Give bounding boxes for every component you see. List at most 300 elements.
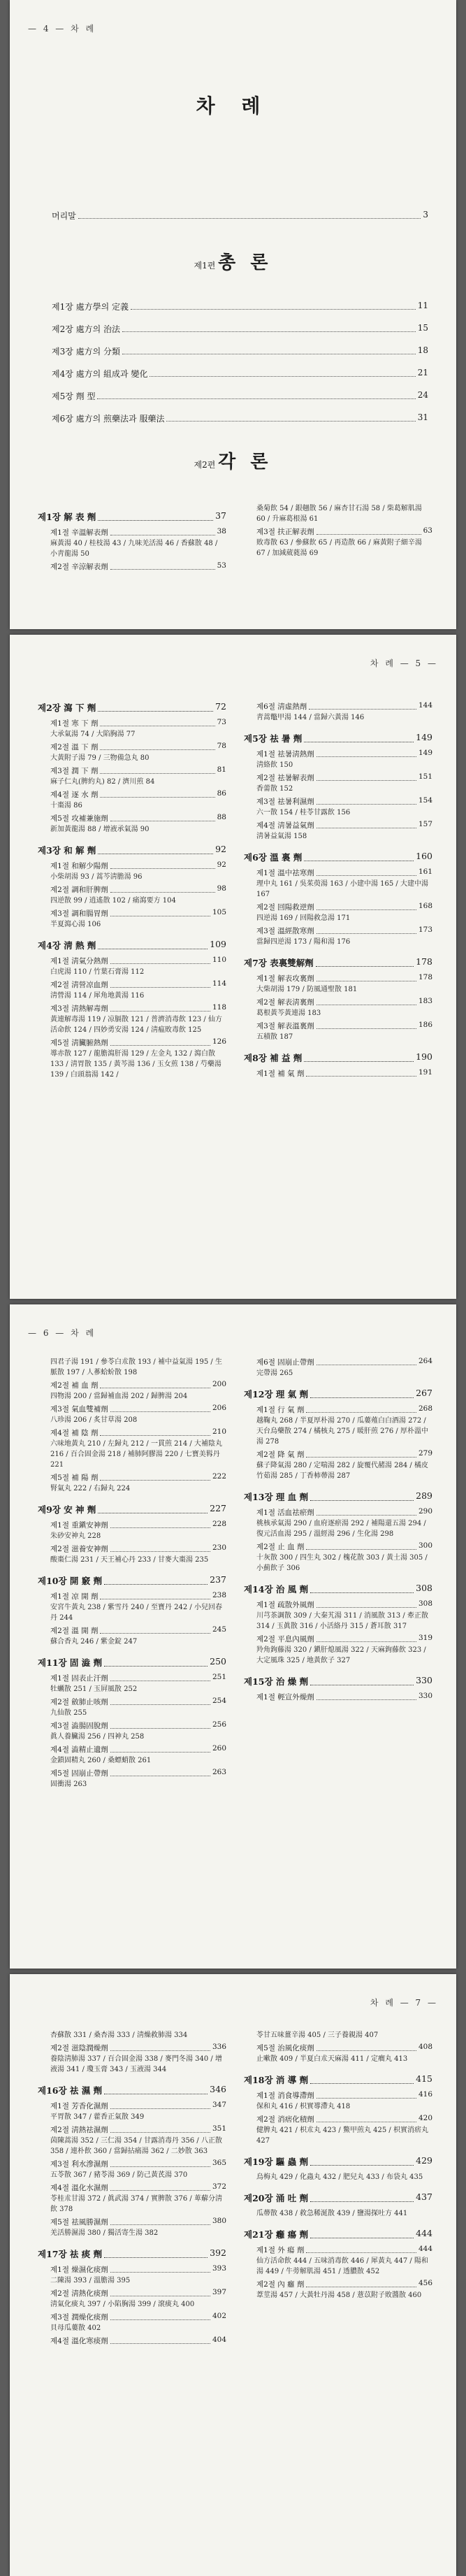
leader-dots — [316, 926, 416, 934]
entry-label: 제18장 消 導 劑 — [244, 2075, 309, 2085]
toc-entry-section[interactable] — [244, 1634, 432, 1645]
toc-entry-section[interactable] — [38, 1744, 226, 1755]
spacer — [38, 2240, 226, 2247]
formula-list: 理中丸 161 / 吳茱萸湯 163 / 小建中湯 165 / 大建中湯 167 — [256, 880, 428, 898]
page-number: 98 — [217, 884, 226, 893]
page-number: 437 — [416, 2192, 432, 2202]
toc-entry-section[interactable] — [38, 561, 226, 573]
leader-dots — [316, 2043, 416, 2051]
toc-entry-section[interactable] — [244, 2279, 432, 2290]
formula-list: 麻子仁丸(脾約丸) 82 / 濟川煎 84 — [50, 778, 155, 786]
entry-label: 제8장 補 益 劑 — [244, 1053, 303, 1063]
page-number: 227 — [210, 1503, 226, 1513]
entry-label: 제1절 補 氣 劑 — [256, 1070, 305, 1078]
leader-dots — [110, 861, 215, 869]
page-number: 245 — [212, 1625, 226, 1634]
leader-dots — [110, 1768, 210, 1776]
toc-entry-chapter[interactable]: 제1장 處方學의 定義 11 — [52, 301, 428, 312]
formula-list: 桃核承氣湯 290 / 血府逐瘀湯 292 / 補陽還五湯 294 / 復元活血湯 295 / 溫經湯 296 / 生化湯 298 — [256, 1520, 426, 1538]
page-header: 차 례 — 5 — — [370, 659, 438, 668]
toc-entry-chapter[interactable] — [244, 1675, 432, 1689]
page-number: 63 — [423, 526, 432, 535]
leader-dots — [110, 2043, 210, 2051]
leader-dots — [306, 1449, 416, 1458]
spacer — [244, 1381, 432, 1388]
page-number: 289 — [416, 1490, 432, 1501]
page-number: 178 — [418, 973, 432, 981]
page-number: 393 — [212, 2264, 226, 2273]
toc-entry-section[interactable] — [38, 2264, 226, 2275]
page-number: 92 — [217, 861, 226, 869]
entry-label: 제2절 滋陰潤燥劑 — [50, 2044, 108, 2052]
toc-entry-preface[interactable]: 머리말 3 — [52, 210, 428, 221]
leader-dots — [306, 1541, 416, 1550]
leader-dots — [104, 2084, 207, 2094]
formula-list: 金鎖固精丸 260 / 桑螵蛸散 261 — [50, 1757, 152, 1764]
toc-entry-chapter[interactable] — [244, 1583, 432, 1597]
toc-entry-section[interactable] — [38, 1380, 226, 1391]
entry-label: 제1절 溫中祛寒劑 — [256, 869, 314, 877]
formula-list: 四君子湯 191 / 參苓白朮散 193 / 補中益氣湯 195 / 生脈散 197 / 人蔘蛤蚧散 198 — [50, 1358, 222, 1376]
toc-entry-section[interactable] — [38, 527, 226, 538]
leader-dots — [310, 1490, 414, 1501]
formula-list: 大黃附子湯 79 / 三物備急丸 80 — [50, 754, 150, 762]
leader-dots — [310, 2155, 414, 2166]
toc-entry-section[interactable] — [244, 902, 432, 913]
toc-entry-section[interactable] — [244, 1068, 432, 1079]
toc-entry-section[interactable] — [244, 1404, 432, 1416]
page-number: 250 — [210, 1656, 226, 1667]
toc-entry-section[interactable] — [38, 1720, 226, 1732]
leader-dots — [304, 1051, 414, 1062]
toc-entry-section[interactable] — [38, 2159, 226, 2170]
entry-label: 제21장 癰 瘍 劑 — [244, 2229, 309, 2240]
toc-entry-section[interactable] — [38, 1697, 226, 1708]
entry-label: 제1절 消食導滯劑 — [256, 2092, 314, 2100]
leader-dots — [110, 884, 215, 893]
page-number: 351 — [212, 2124, 226, 2133]
entry-label: 제1절 和解少陽劑 — [50, 862, 108, 870]
toc-entry-section[interactable] — [38, 1625, 226, 1636]
page-number: 161 — [418, 868, 432, 876]
page-number: 429 — [416, 2155, 432, 2166]
spacer — [38, 1649, 226, 1656]
spacer — [38, 2077, 226, 2084]
toc-entry-chapter[interactable] — [38, 1503, 226, 1517]
toc-entry-chapter[interactable] — [38, 1656, 226, 1670]
toc-entry-section[interactable] — [38, 1673, 226, 1684]
toc-entry-section[interactable] — [38, 884, 226, 895]
toc-entry-chapter[interactable] — [244, 732, 432, 746]
toc-entry-section[interactable] — [38, 2288, 226, 2299]
leader-dots — [316, 772, 416, 781]
toc-entry-chapter[interactable] — [38, 510, 226, 524]
leader-dots — [98, 1503, 207, 1513]
entry-label: 제2절 祛暑解表劑 — [256, 774, 314, 782]
spacer — [244, 2221, 432, 2228]
page-number: 308 — [418, 1599, 432, 1608]
leader-dots — [316, 749, 416, 757]
toc-entry-section[interactable] — [38, 1591, 226, 1602]
toc-entry-section[interactable] — [244, 2245, 432, 2256]
leader-dots — [310, 2228, 414, 2238]
leader-dots — [316, 1599, 416, 1608]
toc-entry-chapter[interactable] — [244, 2192, 432, 2206]
toc-entry-section[interactable] — [38, 2043, 226, 2054]
formula-list: 眞人養臟湯 256 / 四神丸 258 — [50, 1733, 145, 1741]
leader-dots — [316, 2090, 416, 2099]
leader-dots — [110, 1697, 210, 1705]
entry-label: 제2절 止 血 劑 — [256, 1543, 305, 1551]
entry-label: 제1절 疏散外風劑 — [256, 1601, 314, 1609]
entry-label: 제2장 瀉 下 劑 — [38, 703, 96, 713]
entry-label: 제7장 表裏雙解劑 — [244, 958, 314, 968]
spacer — [38, 1567, 226, 1574]
leader-dots — [110, 979, 210, 988]
page-number: 397 — [212, 2288, 226, 2296]
leader-dots — [100, 718, 214, 726]
formula-list: 葦莖湯 457 / 大黃牡丹湯 458 / 薏苡附子敗醬散 460 — [256, 2291, 422, 2299]
page-number: 86 — [217, 789, 226, 798]
leader-dots — [110, 2159, 210, 2167]
page-number: 444 — [418, 2245, 432, 2253]
toc-entry-chapter[interactable] — [38, 844, 226, 858]
spacer — [38, 837, 226, 844]
leader-dots — [316, 1021, 416, 1029]
toc-entry-section[interactable] — [38, 2101, 226, 2112]
toc-entry-section[interactable] — [244, 796, 432, 807]
leader-dots — [110, 1404, 210, 1412]
entry-label: 제3절 利水滲濕劑 — [50, 2160, 108, 2168]
toc-entry-chapter[interactable] — [244, 2155, 432, 2169]
toc-entry-section[interactable] — [244, 526, 432, 538]
formula-list: 固衝湯 263 — [50, 1780, 87, 1788]
page-number: 392 — [210, 2247, 226, 2258]
leader-dots — [100, 742, 214, 750]
entry-label: 제20장 涌 吐 劑 — [244, 2193, 309, 2203]
page-number: 72 — [215, 701, 226, 712]
leader-dots — [110, 813, 215, 821]
formula-list: 朱砂安神丸 228 — [50, 1532, 101, 1540]
leader-dots — [316, 956, 414, 967]
leader-dots — [100, 1625, 210, 1634]
toc-entry-chapter[interactable] — [38, 939, 226, 953]
page-header: — 4 — 차 례 — [28, 24, 96, 34]
toc-entry-chapter[interactable] — [38, 701, 226, 715]
entry-label: 제4절 溫化水濕劑 — [50, 2184, 108, 2192]
leader-dots — [316, 2114, 416, 2122]
page-number: 149 — [416, 732, 432, 742]
toc-entry-section[interactable] — [244, 820, 432, 831]
formula-list: 麻黃湯 40 / 桂枝湯 43 / 九味羌活湯 46 / 香蘇散 48 / 小靑龍湯 50 — [50, 540, 218, 558]
entry-label: 제3절 溫經散寒劑 — [256, 927, 314, 935]
entry-label: 제11장 固 澁 劑 — [38, 1657, 103, 1668]
entry-label: 제1절 固表止汗劑 — [50, 1674, 108, 1683]
leader-dots — [110, 1544, 210, 1552]
toc-entry-chapter[interactable] — [244, 1490, 432, 1504]
page-number: 290 — [418, 1507, 432, 1516]
page-number: 114 — [212, 979, 226, 988]
toc-entry-section[interactable] — [38, 742, 226, 753]
leader-dots — [98, 939, 207, 949]
leader-dots — [309, 701, 416, 710]
entry-label: 제14장 治 風 劑 — [244, 1584, 309, 1595]
entry-label: 제5절 固崩止帶劑 — [50, 1769, 108, 1778]
entry-label: 제1절 外 瘍 劑 — [256, 2246, 305, 2254]
formula-list: 四物湯 200 / 當歸補血湯 202 / 歸脾湯 204 — [50, 1393, 188, 1400]
toc-column-right — [244, 503, 432, 561]
toc-entry-chapter[interactable] — [244, 2073, 432, 2087]
page-6 — [10, 1304, 456, 1969]
entry-label: 제2절 降 氣 劑 — [256, 1451, 305, 1459]
toc-entry-chapter[interactable] — [244, 956, 432, 970]
entry-label: 제3절 淸熱解毒劑 — [50, 1005, 108, 1013]
toc-entry-section[interactable] — [244, 1599, 432, 1611]
page-number: 336 — [212, 2043, 226, 2051]
toc-entry-section[interactable] — [244, 926, 432, 937]
entry-label: 제2절 斂肺止咳劑 — [50, 1698, 108, 1706]
toc-entry-section[interactable] — [244, 1541, 432, 1553]
page-number: 190 — [416, 1051, 432, 1062]
page-number: 251 — [212, 1673, 226, 1681]
page-number: 300 — [418, 1541, 432, 1550]
page-number: 279 — [418, 1449, 432, 1458]
toc-entry-section[interactable] — [38, 908, 226, 919]
page-number: 110 — [212, 956, 226, 964]
toc-entry-section[interactable] — [38, 1427, 226, 1439]
leader-dots — [304, 732, 414, 742]
page-7 — [10, 1974, 456, 2576]
entry-label: 제1절 芳香化濕劑 — [50, 2102, 108, 2110]
toc-entry-chapter[interactable]: 제2장 處方의 治法 15 — [52, 323, 428, 334]
formula-list: 十棗湯 86 — [50, 802, 82, 810]
leader-dots — [98, 844, 213, 854]
toc-entry-section[interactable] — [38, 813, 226, 824]
toc-entry-section[interactable] — [38, 1768, 226, 1779]
formula-list: 苓甘五味薑辛湯 405 / 三子養親湯 407 — [256, 2031, 379, 2039]
entry-label: 제3절 解表溫裏劑 — [256, 1022, 314, 1030]
page-number: 346 — [210, 2084, 226, 2094]
page-number: 38 — [217, 527, 226, 535]
toc-entry-section[interactable] — [244, 997, 432, 1008]
leader-dots — [304, 851, 414, 861]
toc-entry-section[interactable] — [244, 701, 432, 712]
leader-dots — [316, 796, 416, 805]
formula-list: 貝母瓜蔞散 402 — [50, 2324, 101, 2332]
toc-entry-section[interactable] — [38, 979, 226, 991]
formula-list: 淸絡飮 150 — [256, 761, 293, 769]
toc-entry-section[interactable] — [38, 2217, 226, 2228]
entry-label: 제4절 淸暑益氣劑 — [256, 821, 314, 830]
toc-entry-section[interactable] — [38, 956, 226, 967]
toc-entry-section[interactable] — [244, 749, 432, 760]
page-number: 267 — [416, 1388, 432, 1398]
page-number: 92 — [215, 844, 226, 854]
toc-entry-section[interactable] — [244, 2043, 432, 2054]
page-number: 78 — [217, 742, 226, 750]
toc-entry-section[interactable] — [38, 861, 226, 872]
formula-list: 六一散 154 / 桂苓甘露飮 156 — [256, 809, 351, 816]
toc-entry-section[interactable] — [38, 2124, 226, 2136]
entry-label: 제4장 淸 熱 劑 — [38, 940, 96, 951]
toc-entry-section[interactable] — [38, 2336, 226, 2347]
page-number: 183 — [418, 997, 432, 1005]
entry-label: 제16장 祛 濕 劑 — [38, 2085, 103, 2096]
leader-dots — [316, 1357, 416, 1365]
toc-column-left — [38, 1357, 226, 1792]
entry-label: 제2절 內 癰 劑 — [256, 2280, 305, 2289]
spacer — [244, 1576, 432, 1583]
page-4 — [10, 0, 456, 629]
entry-label: 제2절 補 血 劑 — [50, 1381, 99, 1390]
leader-dots — [110, 561, 215, 570]
toc-entry-section[interactable] — [244, 1357, 432, 1368]
toc-entry-section[interactable] — [244, 2114, 432, 2125]
toc-entry-section[interactable] — [38, 2182, 226, 2194]
leader-dots — [306, 2245, 416, 2253]
toc-entry-chapter[interactable]: 제3장 處方의 分類 18 — [52, 345, 428, 357]
entry-label: 제1절 凉 開 劑 — [50, 1592, 99, 1601]
entry-label: 제2절 淸營凉血劑 — [50, 981, 108, 989]
toc-entry-section[interactable] — [244, 1021, 432, 1032]
entry-label: 제3장 和 解 劑 — [38, 845, 96, 856]
entry-label: 제6절 固崩止帶劑 — [256, 1358, 314, 1367]
toc-entry-section[interactable] — [38, 1037, 226, 1049]
leader-dots — [310, 1583, 414, 1593]
formula-list: 羌活勝濕湯 380 / 獨活寄生湯 382 — [50, 2229, 159, 2237]
page-number: 154 — [418, 796, 432, 805]
entry-label: 제13장 理 血 劑 — [244, 1492, 309, 1502]
entry-label: 제5절 攻補兼施劑 — [50, 814, 108, 823]
toc-column-right — [244, 701, 432, 1079]
spacer — [244, 725, 432, 732]
entry-label: 제1절 淸氣分熱劑 — [50, 957, 108, 965]
entry-label: 제3절 調和腸胃劑 — [50, 909, 108, 918]
page-number: 402 — [212, 2312, 226, 2320]
page-title: 차 례 — [196, 94, 270, 117]
page-number: 420 — [418, 2114, 432, 2122]
entry-label: 제1절 辛溫解表劑 — [50, 528, 108, 537]
leader-dots — [110, 2312, 210, 2320]
entry-label: 제4절 補 陰 劑 — [50, 1429, 99, 1437]
leader-dots — [110, 527, 215, 535]
toc-entry-section[interactable] — [244, 1692, 432, 1703]
entry-label: 제12장 理 氣 劑 — [244, 1389, 309, 1399]
formula-list: 仙方活命飮 444 / 五味消毒飮 446 / 犀黃丸 447 / 陽和湯 449 / 牛蒡解肌湯 451 / 透膿散 452 — [256, 2257, 428, 2275]
spacer — [244, 2148, 432, 2155]
entry-label: 제4절 澁精止遺劑 — [50, 1746, 108, 1754]
formula-list: 安宮牛黃丸 238 / 紫雪丹 240 / 至寶丹 242 / 小兒回春丹 244 — [50, 1604, 222, 1622]
toc-entry-chapter[interactable]: 제6장 處方의 煎藥法과 服藥法 31 — [52, 412, 428, 424]
page-number: 238 — [212, 1591, 226, 1599]
spacer — [244, 1668, 432, 1675]
page-number: 365 — [212, 2159, 226, 2167]
page-number: 200 — [212, 1380, 226, 1388]
page-number: 178 — [416, 956, 432, 967]
page-number: 404 — [212, 2336, 226, 2344]
leader-dots — [110, 2336, 210, 2344]
toc-column-left — [38, 701, 226, 1082]
formula-list: 川芎茶調散 309 / 大秦艽湯 311 / 消風散 313 / 牽正散 314 / 玉眞散 316 / 小活絡丹 315 / 蒼耳散 317 — [256, 1612, 428, 1630]
leader-dots — [110, 2101, 210, 2109]
formula-list: 保和丸 416 / 枳實導滯丸 418 — [256, 2103, 351, 2110]
entry-label: 제5절 治風化痰劑 — [256, 2044, 314, 2052]
entry-label: 제5절 祛風勝濕劑 — [50, 2218, 108, 2226]
toc-entry-section[interactable] — [38, 718, 226, 729]
toc-entry-section[interactable] — [244, 2090, 432, 2101]
formula-list: 桑菊飮 54 / 銀翹散 56 / 麻杏甘石湯 58 / 柴葛解肌湯 60 / 升麻葛根湯 61 — [256, 505, 422, 523]
toc-entry-section[interactable] — [244, 1449, 432, 1460]
toc-entry-section[interactable] — [38, 1520, 226, 1531]
toc-entry-chapter[interactable] — [244, 2228, 432, 2242]
entry-label: 제9장 安 神 劑 — [38, 1504, 96, 1515]
leader-dots — [306, 2279, 416, 2287]
toc-entry-section[interactable] — [38, 765, 226, 777]
toc-entry-section[interactable] — [38, 1544, 226, 1555]
toc-entry-chapter[interactable]: 제5장 劑 型 24 — [52, 390, 428, 401]
toc-column-right — [244, 2030, 432, 2303]
spacer — [244, 1483, 432, 1490]
page-number: 210 — [212, 1427, 226, 1436]
toc-entry-section[interactable] — [244, 973, 432, 984]
spacer — [244, 949, 432, 956]
page-number: 416 — [418, 2090, 432, 2099]
formula-list: 當歸四逆湯 173 / 陽和湯 176 — [256, 938, 351, 946]
part-heading: 제2편 각 론 — [194, 452, 272, 473]
formula-list: 止嗽散 409 / 半夏白朮天麻湯 411 / 定癎丸 413 — [256, 2055, 408, 2063]
leader-dots — [110, 1520, 210, 1528]
leader-dots — [316, 902, 416, 910]
toc-entry-chapter[interactable]: 제4장 處方의 組成과 變化 21 — [52, 368, 428, 379]
toc-entry-chapter[interactable] — [38, 2084, 226, 2098]
page-number: 88 — [217, 813, 226, 821]
spacer — [244, 1044, 432, 1051]
page-number: 186 — [418, 1021, 432, 1029]
page-number: 268 — [418, 1404, 432, 1413]
leader-dots — [310, 2192, 414, 2202]
page-number: 160 — [416, 851, 432, 861]
toc-entry-section[interactable] — [38, 1404, 226, 1415]
formula-list: 六味地黃丸 210 / 左歸丸 212 / 一貫煎 214 / 大補陰丸 216 / 百合固金湯 218 / 補肺阿膠湯 220 / 七寶美髥丹 221 — [50, 1440, 222, 1469]
entry-label: 제15장 治 燥 劑 — [244, 1676, 309, 1687]
toc-entry-chapter[interactable] — [38, 1574, 226, 1588]
entry-label: 제2절 淸熱祛濕劑 — [50, 2126, 108, 2134]
leader-dots — [310, 1388, 414, 1398]
toc-entry-section[interactable] — [244, 868, 432, 879]
entry-label: 제19장 驅 蟲 劑 — [244, 2157, 309, 2167]
formula-list: 十灰散 300 / 四生丸 302 / 槐花散 303 / 黃土湯 305 / 小薊飮子 306 — [256, 1554, 428, 1572]
toc-entry-section[interactable] — [38, 1003, 226, 1014]
toc-entry-chapter[interactable] — [244, 1388, 432, 1402]
toc-entry-chapter[interactable] — [244, 851, 432, 865]
formula-list: 葛根黃芩黃連湯 183 — [256, 1009, 321, 1017]
toc-entry-chapter[interactable] — [244, 1051, 432, 1065]
leader-dots — [98, 701, 213, 712]
spacer — [244, 2066, 432, 2073]
toc-entry-section[interactable] — [38, 2312, 226, 2323]
page-number: 73 — [217, 718, 226, 726]
page-number: 53 — [217, 561, 226, 570]
toc-entry-section[interactable] — [38, 789, 226, 800]
spacer — [244, 2185, 432, 2192]
toc-entry-chapter[interactable] — [38, 2247, 226, 2261]
toc-entry-section[interactable] — [38, 1472, 226, 1483]
page-number: 260 — [212, 1744, 226, 1753]
toc-entry-section[interactable] — [244, 772, 432, 784]
page-header: — 6 — 차 례 — [28, 1328, 96, 1338]
entry-label: 제2절 溫 開 劑 — [50, 1627, 99, 1635]
toc-entry-section[interactable] — [244, 1507, 432, 1518]
